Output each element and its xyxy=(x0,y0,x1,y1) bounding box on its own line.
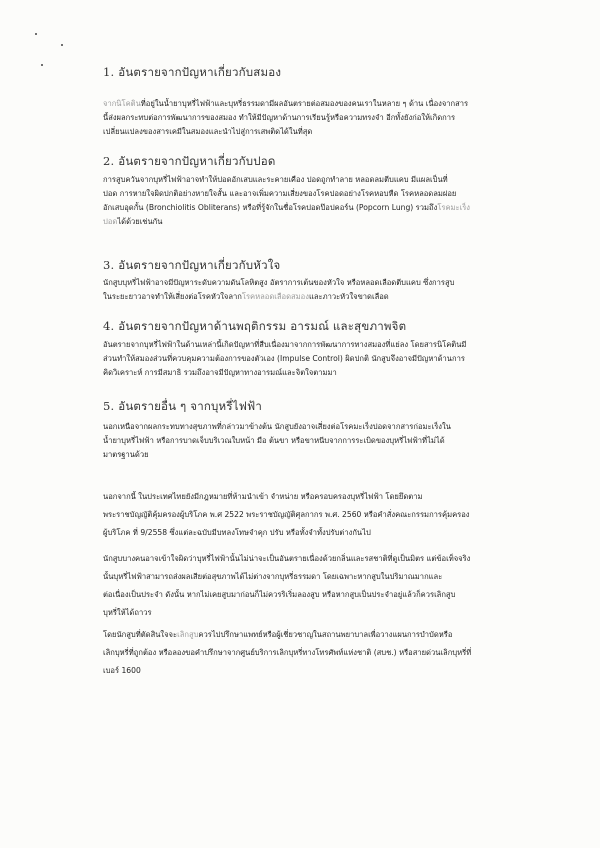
paragraph-line: นอกจากนี้ ในประเทศไทยยังมีกฎหมายที่ห้ามนำเข้า จำหน่าย หรือครอบครองบุหรี่ไฟฟ้า โดยยึดตาม xyxy=(103,492,423,501)
section-heading: 3. อันตรายจากปัญหาเกี่ยวกับหัวใจ xyxy=(103,258,281,272)
paragraph-line: ต่อเนื่องเป็นประจำ ดังนั้น หากไม่เคยสูบมาก่อนก็ไม่ควรริเริ่มลองสูบ หรือหากสูบเป็นประจำอยู่แล้วก็ควรเลิกสูบ xyxy=(103,590,456,599)
section-heading: 2. อันตรายจากปัญหาเกี่ยวกับปอด xyxy=(103,154,276,168)
section-paragraph xyxy=(103,97,565,139)
paragraph-line: ส่วนทำให้สมองส่วนที่ควบคุมความต้องการของตัวเอง (Impulse Control) ผิดปกติ นักสูบจึงอาจมีปัญหาด้านการ xyxy=(103,354,465,363)
paragraph-line: ปอดได้ด้วยเช่นกัน xyxy=(103,217,163,226)
paragraph-line: นักสูบบางคนอาจเข้าใจผิดว่าบุหรี่ไฟฟ้านั้นไม่น่าจะเป็นอันตรายเนื่องด้วยกลิ่นและรสชาติที่ดูเป็นมิตร แต่ข้อเท็จจริง xyxy=(103,554,471,563)
legal-paragraph xyxy=(103,490,565,540)
section-paragraph xyxy=(103,276,565,304)
paragraph-line: เบอร์ 1600 xyxy=(103,666,141,675)
paragraph-line: ผู้บริโภค ที่ 9/2558 ซึ่งแต่ละฉบับมีบทลงโทษจำคุก ปรับ หรือทั้งจำทั้งปรับต่างกันไป xyxy=(103,528,371,537)
paragraph-line: การสูบควันจากบุหรี่ไฟฟ้าอาจทำให้ปอดอักเสบและระคายเคือง ปอดถูกทำลาย หลอดลมตีบแคบ มีแผลเป็นที่ xyxy=(103,175,448,184)
belief-paragraph xyxy=(103,552,565,620)
quit-paragraph xyxy=(103,628,565,678)
section-paragraph xyxy=(103,420,565,462)
section-paragraph xyxy=(103,338,565,380)
scan-speck xyxy=(35,33,37,35)
section-paragraph xyxy=(103,173,565,229)
paragraph-line: เปลี่ยนแปลงของสารเคมีในสมองและนำไปสู่การเสพติดได้ในที่สุด xyxy=(103,127,313,136)
section-heading: 5. อันตรายอื่น ๆ จากบุหรี่ไฟฟ้า xyxy=(103,399,263,413)
section-heading: 4. อันตรายจากปัญหาด้านพฤติกรรม อารมณ์ และสุขภาพจิต xyxy=(103,319,407,333)
paragraph-line: มาตรฐานด้วย xyxy=(103,450,149,459)
paragraph-line: อักเสบอุดกั้น (Bronchiolitis Obliterans) หรือที่รู้จักในชื่อโรคปอดป๊อปคอร์น (Popcorn Lung) รวมถึงโรคมะเร็ง xyxy=(103,203,471,212)
paragraph-line: เลิกบุหรี่ที่ถูกต้อง หรือลองขอคำปรึกษาจากศูนย์บริการเลิกบุหรี่ทางโทรศัพท์แห่งชาติ (สบช.) หรือสายด่วนเลิกบุหรี่ที่ xyxy=(103,648,472,657)
paragraph-line: ในระยะยาวอาจทำให้เสี่ยงต่อโรคหัวใจลากโรคหลอดเลือดสมองและภาวะหัวใจขาดเลือด xyxy=(103,292,389,301)
scan-speck xyxy=(61,44,63,46)
scan-speck xyxy=(41,64,43,66)
paragraph-line: พระราชบัญญัติคุ้มครองผู้บริโภค พ.ศ 2522 พระราชบัญญัติศุลกากร พ.ศ. 2560 หรือคำสั่งคณะกรรมการคุ้มครอง xyxy=(103,510,470,519)
paragraph-line: นักสูบบุหรี่ไฟฟ้าอาจมีปัญหาระดับความดันโลหิตสูง อัตราการเต้นของหัวใจ หรือหลอดเลือดตีบแคบ ซึ่งการสูบ xyxy=(103,278,455,287)
paragraph-line: อันตรายจากบุหรี่ไฟฟ้าในด้านเหล่านี้เกิดปัญหาที่สืบเนื่องมาจากการพัฒนาการทางสมองที่แย่ลง โดยสารนิโคตินมี xyxy=(103,340,467,349)
paragraph-line: จากนิโคตินที่อยู่ในน้ำยาบุหรี่ไฟฟ้าและบุหรี่ธรรมดามีผลอันตรายต่อสมองของคนเราในหลาย ๆ ด้าน เนื่องจากสาร xyxy=(103,99,469,108)
paragraph-line: คิดวิเคราะห์ การมีสมาธิ รวมถึงอาจมีปัญหาทางอารมณ์และจิตใจตามมา xyxy=(103,368,337,377)
paragraph-line: บุหรี่ให้ได้ถาวร xyxy=(103,608,152,617)
section-heading: 1. อันตรายจากปัญหาเกี่ยวกับสมอง xyxy=(103,65,282,79)
paragraph-line: นอกเหนือจากผลกระทบทางสุขภาพที่กล่าวมาข้างต้น นักสูบยังอาจเสี่ยงต่อโรคมะเร็งปอดจากสารก่อมะเร็งใน xyxy=(103,422,451,431)
paragraph-line: ปอด การหายใจผิดปกติอย่างหายใจสั้น และอาจเพิ่มความเสี่ยงของโรคปอดอย่างโรคหอบหืด โรคหลอดลมฝอย xyxy=(103,189,457,198)
paragraph-line: นั้นบุหรี่ไฟฟ้าสามารถส่งผลเสียต่อสุขภาพได้ไม่ต่างจากบุหรี่ธรรมดา โดยเฉพาะหากสูบในปริมาณมากและ xyxy=(103,572,443,581)
paragraph-line: โดยนักสูบที่ตัดสินใจจะเลิกสูบควรไปปรึกษาแพทย์หรือผู้เชี่ยวชาญในสถานพยาบาลเพื่อวางแผนการบำบัดหรือ xyxy=(103,630,453,639)
paragraph-line: น้ำยาบุหรี่ไฟฟ้า หรือการบาดเจ็บบริเวณใบหน้า มือ ต้นขา หรือขาหนีบจากการระเบิดของบุหรี่ไฟฟ้าที่ไม่ได้ xyxy=(103,436,445,445)
paragraph-line: นี้ส่งผลกระทบต่อการพัฒนาการของสมอง ทำให้มีปัญหาด้านการเรียนรู้หรือความทรงจำ อีกทั้งยังก่อให้เกิดการ xyxy=(103,113,456,122)
